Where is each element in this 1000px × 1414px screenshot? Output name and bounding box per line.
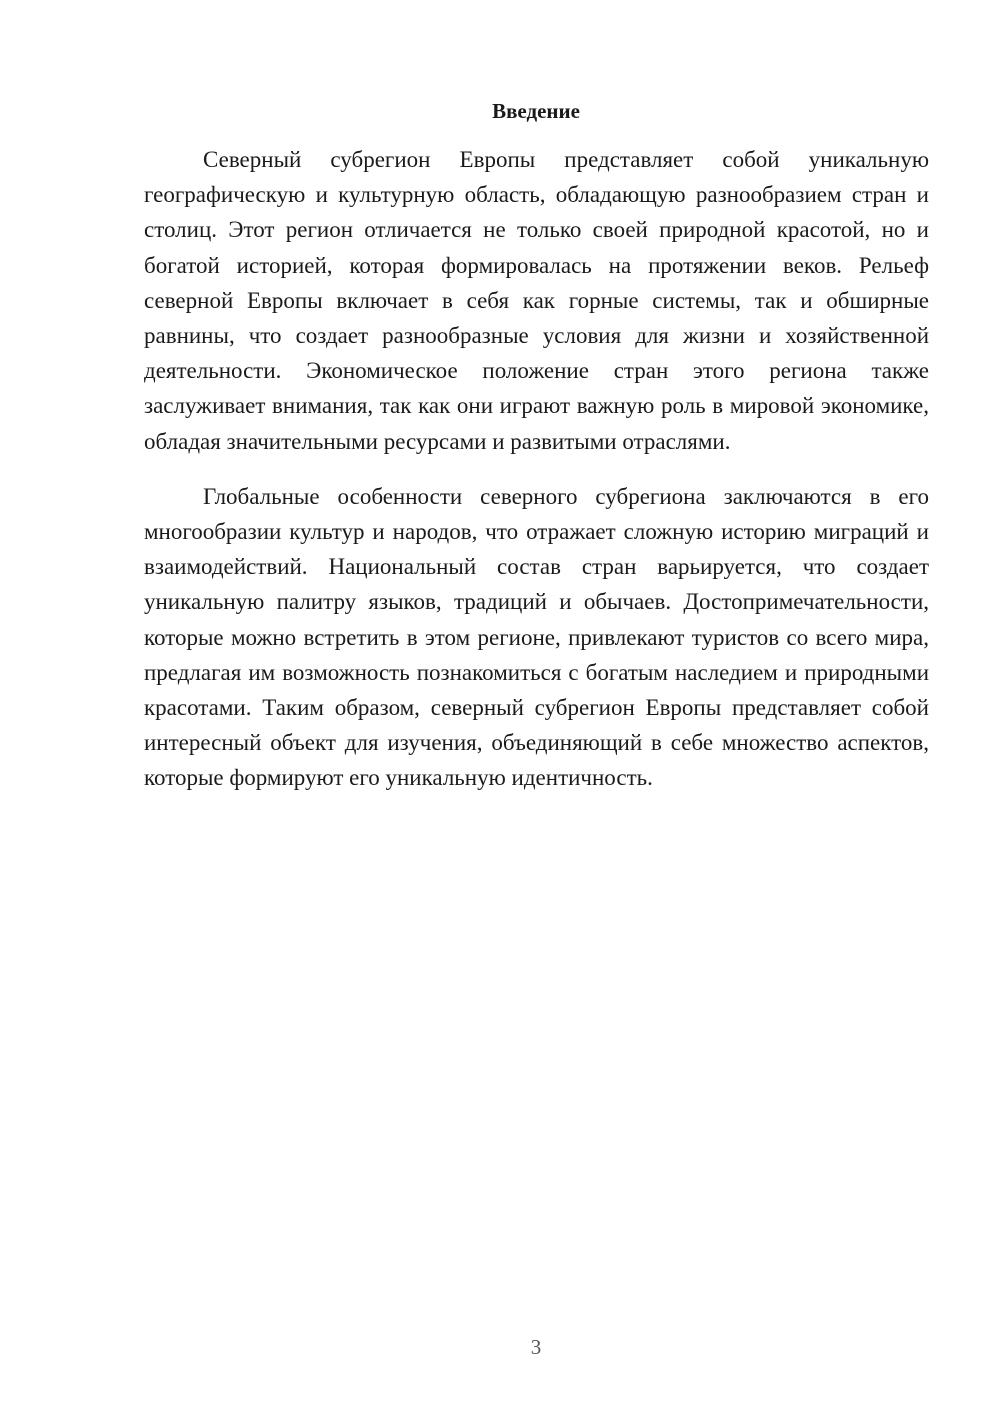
body-text (144, 142, 929, 796)
paragraph: Северный субрегион Европы представляет собой уникальную географическую и культурную область, обладающую разнообразием стран и столиц. Этот регион отличается не только своей природной красотой, но и богатой историей, которая формировалась на протяжении веков. Рельеф северной Европы включает в себя как горные системы, так и обширные равнины, что создает разнообразные условия для жизни и хозяйственной деятельности. Экономическое положение стран этого региона также заслуживает внимания, так как они играют важную роль в мировой экономике, обладая значительными ресурсами и развитыми отраслями. (144, 147, 929, 454)
paragraph: Глобальные особенности северного субрегиона заключаются в его многообразии культур и народов, что отражает сложную историю миграций и взаимодействий. Национальный состав стран варьируется, что создает уникальную палитру языков, традиций и обычаев. Достопримечательности, которые можно встретить в этом регионе, привлекают туристов со всего мира, предлагая им возможность познакомиться с богатым наследием и природными красотами. Таким образом, северный субрегион Европы представляет собой интересный объект для изучения, объединяющий в себе множество аспектов, которые формируют его уникальную идентичность. (144, 483, 929, 791)
page-title: Введение (492, 99, 580, 123)
page-number: 3 (530, 1335, 542, 1359)
